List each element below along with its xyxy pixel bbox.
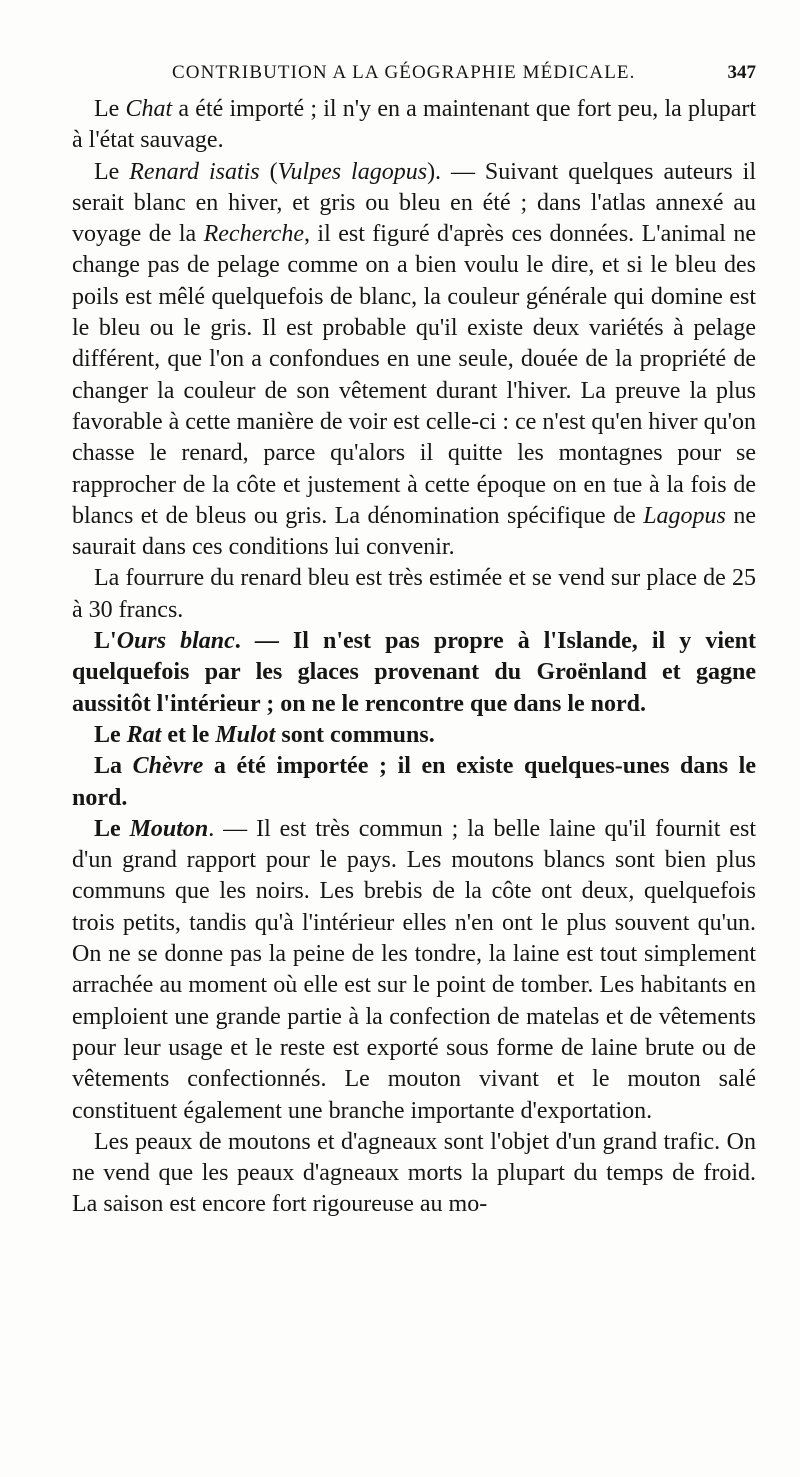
italic-term: Recherche	[203, 221, 304, 248]
text-run: a été importé ; il n'y en a maintenant que fort peu, la plupart à l'état sauvage.	[72, 96, 757, 154]
text-run: L'	[94, 628, 117, 655]
paragraph-chat	[72, 94, 756, 157]
paragraph-peaux	[72, 1127, 756, 1221]
italic-term: Ours blanc	[116, 628, 235, 655]
text-run: La	[94, 753, 133, 780]
italic-term: Mouton	[129, 815, 209, 842]
page-header	[72, 58, 756, 88]
text-run: ). — Suivant quelques auteurs il serait blanc en hiver, et gris ou bleu en été ; dans l'atlas annexé au voyage de la	[72, 158, 757, 248]
text-run: La fourrure du renard bleu est très estimée et se vend sur place de 25 à 30 francs.	[72, 565, 756, 623]
italic-term: Vulpes lagopus	[277, 158, 428, 185]
text-run: a été importée ; il en existe quelques-unes dans le nord.	[72, 753, 756, 811]
paragraph-renard-isatis	[72, 157, 756, 564]
text-run: Le	[94, 158, 130, 185]
text-run: (	[259, 158, 278, 185]
text-run: . — Il est très commun ; la belle laine qu'il fournit est d'un grand rapport pour le pays. Les moutons blancs sont bien plus communs que les noirs. Les brebis de la côte ont deux, quelquefois trois petits, tandis qu'à l'intérieur elles n'en ont le plus souvent qu'un. On ne se donne pas la peine de les tondre, la laine est tout simplement arrachée au moment où elle est sur le point de tomber. Les habitants en emploient une grande partie à la confection de matelas et de vêtements pour leur usage et le reste est exporté sous forme de laine brute ou de vêtements confectionnés. Le mouton vivant et le mouton salé constituent également une branche importante d'exportation.	[72, 815, 756, 1124]
text-run: ne saurait dans ces conditions lui convenir.	[72, 502, 756, 561]
page-number: 347	[727, 62, 756, 83]
italic-term: Chèvre	[132, 753, 204, 780]
body-text	[72, 94, 756, 1221]
paragraph-mouton	[72, 814, 756, 1127]
paragraph-rat-mulot	[72, 720, 756, 751]
italic-term: Chat	[125, 96, 173, 122]
text-run: sont communs.	[275, 721, 435, 748]
paragraph-chevre	[72, 751, 756, 814]
paragraph-ours-blanc	[72, 626, 756, 720]
running-title: CONTRIBUTION A LA GÉOGRAPHIE MÉDICALE.	[172, 62, 636, 83]
text-run: Le	[94, 721, 127, 748]
text-run: et le	[161, 721, 216, 748]
italic-term: Mulot	[215, 721, 276, 748]
italic-term: Renard isatis	[129, 158, 260, 185]
italic-term: Rat	[126, 721, 162, 748]
italic-term: Lagopus	[643, 502, 726, 529]
text-run: Les peaux de moutons et d'agneaux sont l'objet d'un grand trafic. On ne vend que les peaux d'agneaux morts la plupart du temps de froid. La saison est encore fort rigoureuse au mo-	[72, 1128, 756, 1218]
text-run: , il est figuré d'après ces données. L'animal ne change pas de pelage comme on a bien voulu le dire, et si le bleu des poils est mêlé quelquefois de blanc, la couleur générale qui domine est le bleu ou le gris. Il est probable qu'il existe deux variétés à pelage différent, que l'on a confondues en une seule, douée de la propriété de changer la couleur de son vêtement durant l'hiver. La preuve la plus favorable à cette manière de voir est celle-ci : ce n'est qu'en hiver qu'on chasse le renard, parce qu'alors il quitte les montagnes pour se rapprocher de la côte et justement à cette époque on en tue à la fois de blancs et de bleus ou gris. La dénomination spécifique de	[72, 221, 757, 529]
paragraph-fourrure	[72, 563, 756, 626]
text-run: Le	[94, 815, 130, 842]
text-run: . — Il n'est pas propre à l'Islande, il y vient quelquefois par les glaces provenant du Groënland et gagne aussitôt l'intérieur ; on ne le rencontre que dans le nord.	[72, 628, 757, 717]
text-run: Le	[94, 96, 126, 122]
